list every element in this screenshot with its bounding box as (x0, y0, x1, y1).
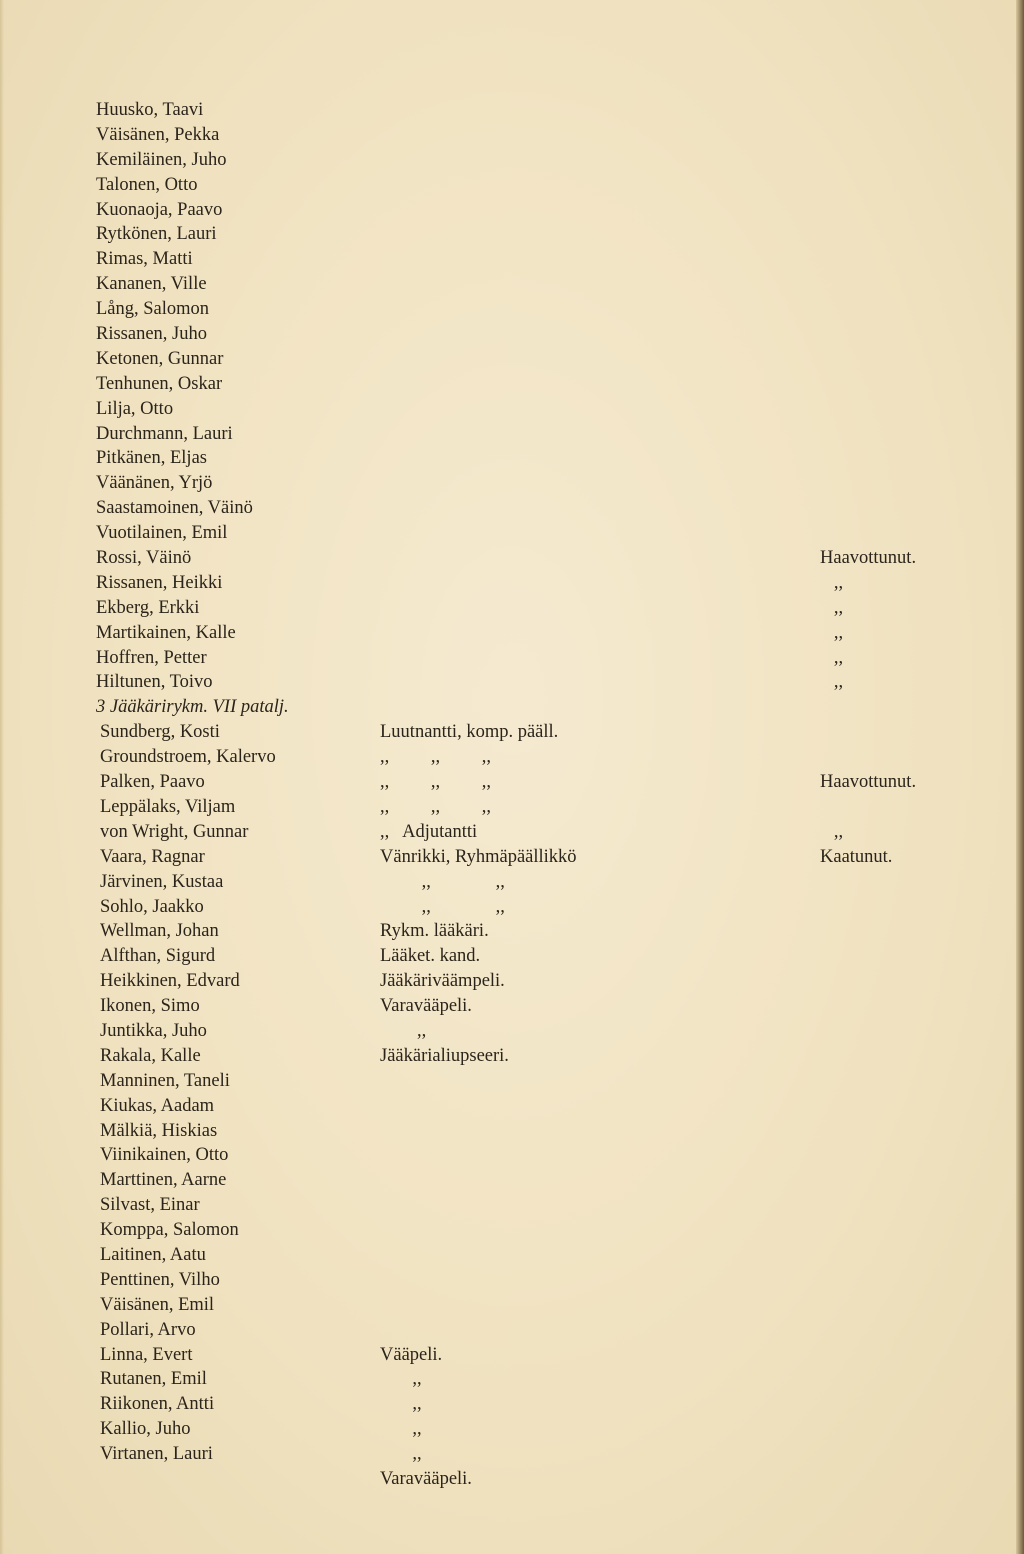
rank-entry: Vääpeli. (380, 1344, 443, 1365)
name-entry: Hiltunen, Toivo (96, 672, 213, 693)
name-entry: Sundberg, Kosti (100, 722, 220, 743)
name-entry: Hoffren, Petter (96, 647, 207, 668)
rank-entry: Rykm. lääkäri. (380, 921, 489, 942)
rank-entry (378, 1318, 577, 1343)
rank-entry (378, 1218, 577, 1243)
name-entry: Väisänen, Emil (100, 1294, 215, 1315)
name-entry: Virtanen, Lauri (100, 1444, 213, 1465)
name-entry: Tenhunen, Oskar (96, 373, 223, 394)
name-entry: Rissanen, Juho (96, 324, 207, 345)
rank-entry (378, 621, 577, 646)
note-entry (820, 173, 916, 198)
name-entry: Järvinen, Kustaa (100, 871, 224, 892)
name-entry: Talonen, Otto (96, 174, 198, 195)
name-entry: Väänänen, Yrjö (96, 473, 213, 494)
rank-entry (378, 646, 577, 671)
note-entry: ,, (820, 572, 844, 593)
note-entry: Haavottunut. (820, 548, 917, 569)
rank-entry (378, 496, 577, 521)
rank-entry: ,, ,, ,, (380, 796, 491, 817)
rank-entry (378, 471, 577, 496)
name-entry: Huusko, Taavi (96, 100, 204, 120)
rank-entry (378, 1168, 577, 1193)
note-entry (820, 322, 916, 347)
notes-column (820, 98, 916, 870)
rank-entry (378, 1119, 577, 1144)
name-entry: Silvast, Einar (100, 1195, 200, 1216)
name-entry: Juntikka, Juho (100, 1020, 207, 1041)
note-entry: Haavottunut. (820, 772, 917, 793)
name-entry: Pitkänen, Eljas (96, 448, 207, 469)
name-entry: Lång, Salomon (96, 299, 210, 320)
rank-entry (378, 98, 577, 123)
name-entry: Komppa, Salomon (100, 1220, 239, 1241)
name-entry: Manninen, Taneli (100, 1070, 230, 1091)
rank-entry (378, 222, 577, 247)
rank-entry: Luutnantti, komp. pääll. (380, 722, 559, 743)
note-entry: ,, (820, 821, 844, 842)
rank-entry (378, 596, 577, 621)
note-entry: ,, (820, 622, 844, 643)
name-entry: Rutanen, Emil (100, 1369, 207, 1390)
name-entry: Kallio, Juho (100, 1419, 191, 1440)
rank-entry (378, 670, 577, 695)
rank-entry (378, 1293, 577, 1318)
name-entry: Ikonen, Simo (100, 996, 200, 1017)
name-entry: Ekberg, Erkki (96, 597, 200, 618)
rank-entry: ,, (380, 1444, 422, 1465)
names-column (96, 98, 289, 1467)
name-entry: Ketonen, Gunnar (96, 348, 224, 369)
rank-entry: ,, ,, ,, (380, 772, 491, 793)
name-entry: Kemiläinen, Juho (96, 149, 227, 170)
note-entry (820, 148, 916, 173)
name-entry: Kuonaoja, Paavo (96, 199, 223, 220)
rank-entry (378, 1243, 577, 1268)
rank-entry (378, 247, 577, 272)
note-entry (820, 347, 916, 372)
note-entry (820, 247, 916, 272)
note-entry (820, 98, 916, 123)
name-entry: Leppälaks, Viljam (100, 796, 236, 817)
rank-entry: ,, ,, (380, 871, 505, 892)
rank-entry: ,, (380, 1394, 422, 1415)
name-entry: Pollari, Arvo (100, 1319, 196, 1340)
name-entry: Lilja, Otto (96, 398, 174, 419)
name-entry: Sohlo, Jaakko (100, 896, 204, 917)
name-entry: Rissanen, Heikki (96, 572, 223, 593)
note-entry (820, 297, 916, 322)
note-entry (820, 496, 916, 521)
name-entry: Rossi, Väinö (96, 548, 192, 569)
rank-entry: Varavääpeli. (380, 996, 472, 1017)
rank-entry (378, 446, 577, 471)
rank-entry (378, 347, 577, 372)
note-entry: ,, (820, 597, 844, 618)
rank-entry (378, 521, 577, 546)
rank-entry: ,, (380, 1419, 422, 1440)
rank-entry (378, 695, 577, 720)
note-entry: Kaatunut. (820, 846, 893, 867)
rank-entry (378, 198, 577, 223)
rank-entry (378, 148, 577, 173)
note-entry (820, 446, 916, 471)
note-entry: ,, (820, 672, 844, 693)
name-entry: Wellman, Johan (100, 921, 219, 942)
rank-entry: ,, Adjutantti (380, 821, 478, 842)
note-entry (820, 745, 916, 770)
name-entry: Rimas, Matti (96, 249, 193, 270)
rank-entry (378, 173, 577, 198)
rank-entry (378, 1069, 577, 1094)
name-entry: Rakala, Kalle (100, 1045, 201, 1066)
note-entry (820, 471, 916, 496)
rank-entry (378, 546, 577, 571)
rank-entry (378, 123, 577, 148)
note-entry (820, 720, 916, 745)
rank-entry (378, 422, 577, 447)
name-entry: von Wright, Gunnar (100, 821, 249, 842)
name-entry: Linna, Evert (100, 1344, 193, 1365)
rank-entry: ,, (380, 1369, 422, 1390)
name-entry: Rytkönen, Lauri (96, 224, 217, 245)
name-entry: Viinikainen, Otto (100, 1145, 229, 1166)
name-entry: Kiukas, Aadam (100, 1095, 215, 1116)
page-edge-left (0, 0, 4, 1554)
name-entry: Durchmann, Lauri (96, 423, 233, 444)
rank-entry (378, 322, 577, 347)
note-entry (820, 222, 916, 247)
rank-entry: ,, ,, (380, 896, 505, 917)
name-entry: Vuotilainen, Emil (96, 523, 228, 544)
rank-entry (378, 397, 577, 422)
rank-entry (378, 1193, 577, 1218)
name-entry: Vaara, Ragnar (100, 846, 205, 867)
name-entry: Saastamoinen, Väinö (96, 498, 253, 519)
note-entry (820, 198, 916, 223)
note-entry (820, 397, 916, 422)
note-entry (820, 123, 916, 148)
rank-entry: Varavääpeli. (380, 1468, 472, 1489)
note-entry (820, 372, 916, 397)
note-entry (820, 272, 916, 297)
rank-entry (378, 1268, 577, 1293)
name-entry: Alfthan, Sigurd (100, 946, 216, 967)
rank-entry (378, 571, 577, 596)
note-entry (820, 795, 916, 820)
rank-entry (378, 297, 577, 322)
name-entry: Marttinen, Aarne (100, 1170, 227, 1191)
name-entry: 3 Jääkärirykm. VII patalj. (96, 697, 289, 718)
note-entry: ,, (820, 647, 844, 668)
note-entry (820, 422, 916, 447)
ranks-column (378, 98, 577, 1492)
note-entry (820, 521, 916, 546)
name-entry: Martikainen, Kalle (96, 622, 236, 643)
rank-entry: Lääket. kand. (380, 946, 481, 967)
rank-entry: Vänrikki, Ryhmäpäällikkö (380, 846, 577, 867)
name-entry: Penttinen, Vilho (100, 1269, 220, 1290)
name-entry: Groundstroem, Kalervo (100, 747, 276, 768)
name-entry: Palken, Paavo (100, 772, 205, 793)
rank-entry: Jääkärialiupseeri. (380, 1045, 509, 1066)
note-entry (820, 695, 916, 720)
name-entry: Väisänen, Pekka (96, 124, 220, 145)
rank-entry (378, 1094, 577, 1119)
rank-entry (378, 372, 577, 397)
rank-entry: ,, (380, 1020, 427, 1041)
name-entry: Laitinen, Aatu (100, 1244, 206, 1265)
name-entry: Riikonen, Antti (100, 1394, 215, 1415)
rank-entry: ,, ,, ,, (380, 747, 491, 768)
name-entry: Heikkinen, Edvard (100, 971, 240, 992)
rank-entry (378, 272, 577, 297)
page-edge-right (1016, 0, 1024, 1554)
name-entry: Kananen, Ville (96, 274, 207, 295)
rank-entry (378, 1143, 577, 1168)
rank-entry: Jääkäriväämpeli. (380, 971, 505, 992)
name-entry: Mälkiä, Hiskias (100, 1120, 218, 1141)
